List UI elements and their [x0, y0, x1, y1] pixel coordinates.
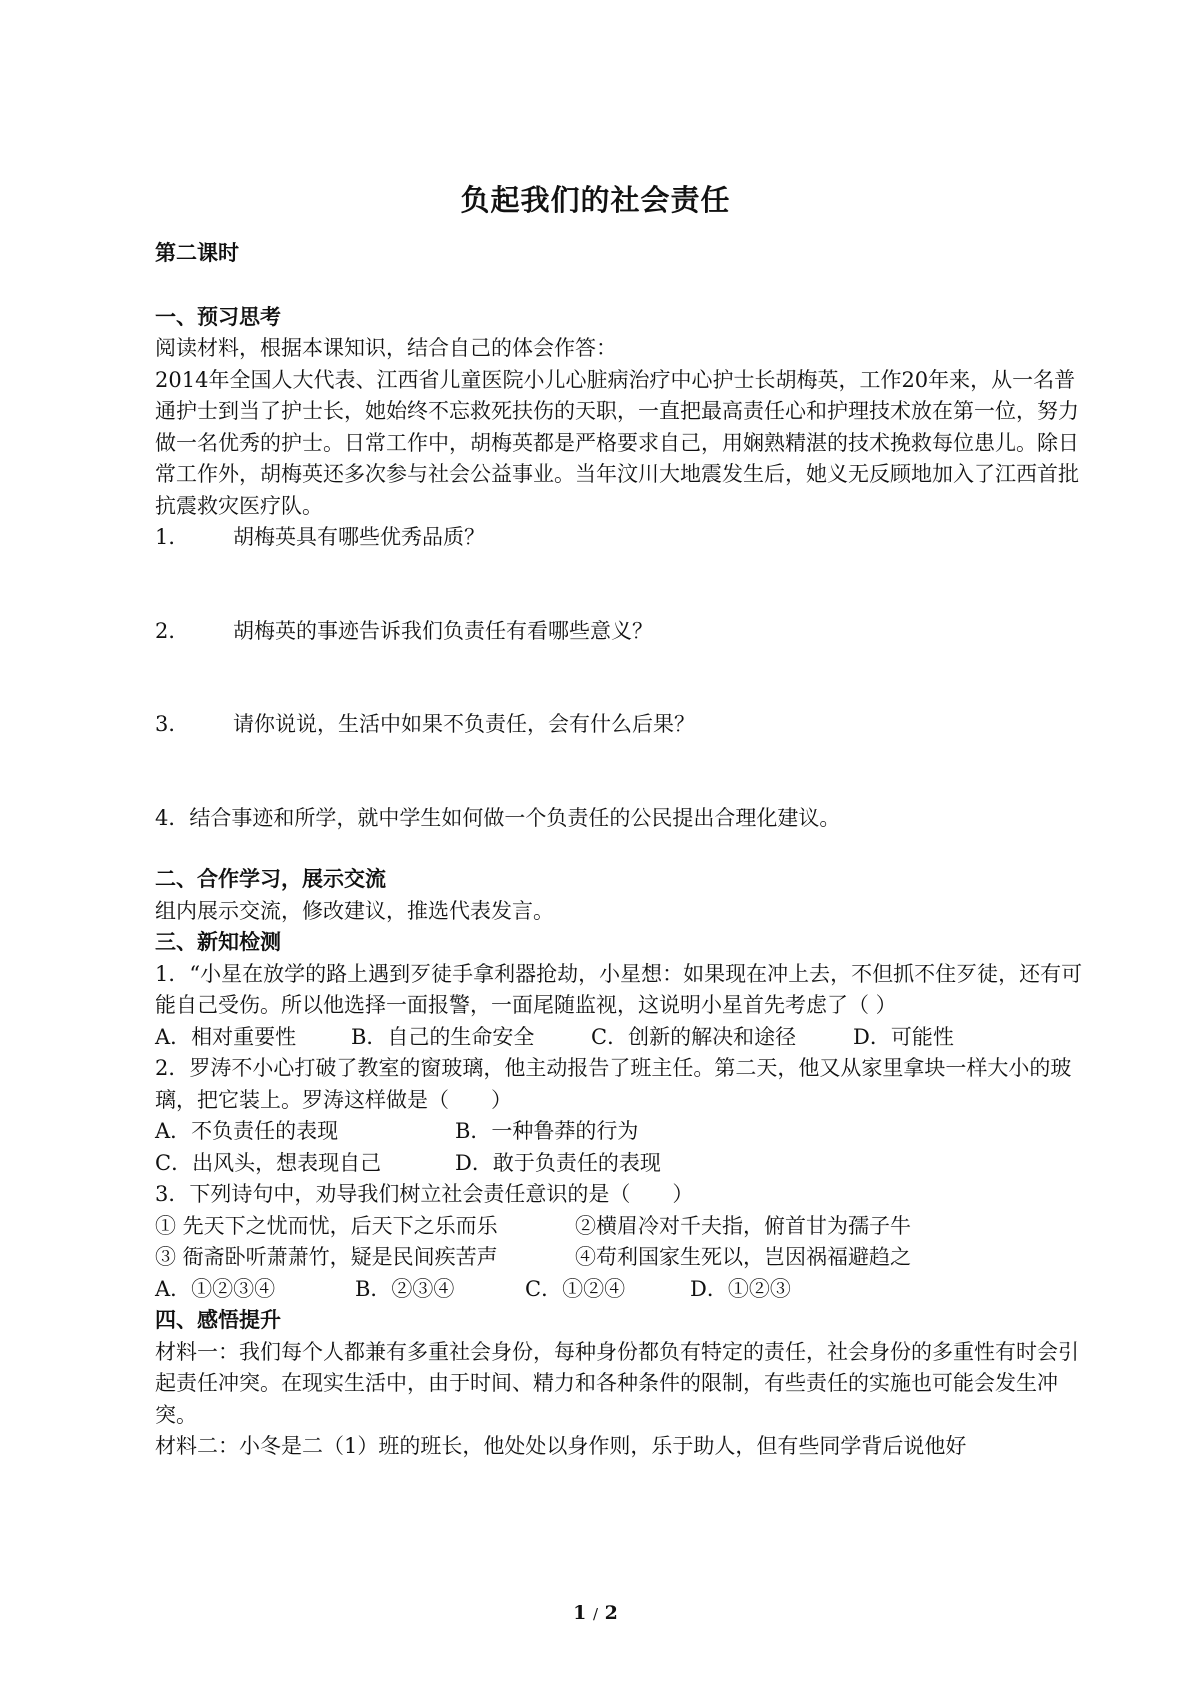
section2-text: 组内展示交流，修改建议，推选代表发言。: [155, 898, 554, 923]
poem-line-1: ① 先天下之忧而忧，后天下之乐而乐: [155, 1213, 498, 1238]
option-b: B．一种鲁莽的行为: [455, 1119, 639, 1143]
page-number: [0, 1602, 1191, 1624]
option-b: B．②③④: [355, 1276, 455, 1301]
section-heading-preview: 一、预习思考: [155, 304, 281, 329]
option-c: C．①②④: [525, 1276, 626, 1301]
test-question-2-options-row2: [155, 1148, 1095, 1180]
test-question-1: 1．“小星在放学的路上遇到歹徒手拿利器抢劫，小星想：如果现在冲上去，不但抓不住歹徒，还有可能自己受伤。所以他选择一面报警，一面尾随监视，这说明小星首先考虑了（ ）: [155, 961, 1083, 1017]
question-2: 2． 胡梅英的事迹告诉我们负责任有看哪些意义？: [155, 618, 653, 643]
lesson-label: 第二课时: [155, 241, 239, 265]
option-d: D．敢于负责任的表现: [455, 1150, 661, 1175]
page-total: 2: [604, 1602, 618, 1624]
test-question-3: 3．下列诗句中，劝导我们树立社会责任意识的是（ ）: [155, 1182, 694, 1206]
section-heading-insight: 四、感悟提升: [155, 1308, 281, 1332]
section-heading-cooperate: 二、合作学习，展示交流: [155, 867, 386, 891]
option-d: D．可能性: [853, 1024, 954, 1049]
test-question-3-options: [155, 1274, 1095, 1306]
test-question-2-options-row1: [155, 1116, 1095, 1148]
option-b: B．自己的生命安全: [351, 1024, 535, 1049]
option-c: C．创新的解决和途径: [591, 1024, 797, 1049]
question-4: 4．结合事迹和所学，就中学生如何做一个负责任的公民提出合理化建议。: [155, 805, 841, 830]
material-two: 材料二：小冬是二（1）班的班长，他处处以身作则，乐于助人，但有些同学背后说他好: [155, 1434, 967, 1458]
section-intro: 阅读材料，根据本课知识，结合自己的体会作答：: [155, 336, 617, 360]
material-one: 材料一：我们每个人都兼有多重社会身份，每种身份都负有特定的责任，社会身份的多重性有时会引起责任冲突。在现实生活中，由于时间、精力和各种条件的限制，有些责任的实施也可能会发生冲突。: [155, 1339, 1079, 1427]
option-c: C．出风头，想表现自己: [155, 1150, 382, 1175]
test-question-3-lines-row2: [155, 1242, 1095, 1274]
question-1: 1． 胡梅英具有哪些优秀品质？: [155, 525, 485, 549]
test-question-3-lines-row1: [155, 1211, 1095, 1243]
document-title: 负起我们的社会责任: [460, 183, 731, 217]
section-heading-test: 三、新知检测: [155, 930, 281, 954]
option-d: D．①②③: [690, 1276, 791, 1301]
poem-line-3: ③ 衙斋卧听萧萧竹，疑是民间疾苦声: [155, 1245, 498, 1269]
material-paragraph: 2014年全国人大代表、江西省儿童医院小儿心脏病治疗中心护士长胡梅英，工作20年来，从一名普通护士到当了护士长，她始终不忘救死扶伤的天职，一直把最高责任心和护理技术放在第一位，努力做一名优秀的护士。日常工作中，胡梅英都是严格要求自己，用娴熟精湛的技术挽救每位患儿。除日常工作外，胡梅英还多次参与社会公益事业。当年汶川大地震发生后，她义无反顾地加入了江西首批抗震救灾医疗队。: [155, 367, 1079, 518]
poem-line-4: ④苟利国家生死以，岂因祸福避趋之: [575, 1245, 911, 1269]
page-separator: /: [592, 1605, 599, 1623]
page-current: 1: [573, 1602, 587, 1624]
option-a: A．①②③④: [155, 1276, 276, 1301]
test-question-1-options: [155, 1022, 1095, 1054]
question-3: 3． 请你说说，生活中如果不负责任，会有什么后果？: [155, 712, 695, 736]
option-a: A．不负责任的表现: [155, 1119, 339, 1143]
test-question-2: 2．罗涛不小心打破了教室的窗玻璃，他主动报告了班主任。第二天，他又从家里拿块一样大小的玻璃，把它装上。罗涛这样做是（ ）: [155, 1056, 1072, 1112]
poem-line-2: ②横眉冷对千夫指，俯首甘为孺子牛: [575, 1213, 911, 1238]
option-a: A．相对重要性: [155, 1024, 297, 1049]
document-body: [155, 241, 1095, 1463]
